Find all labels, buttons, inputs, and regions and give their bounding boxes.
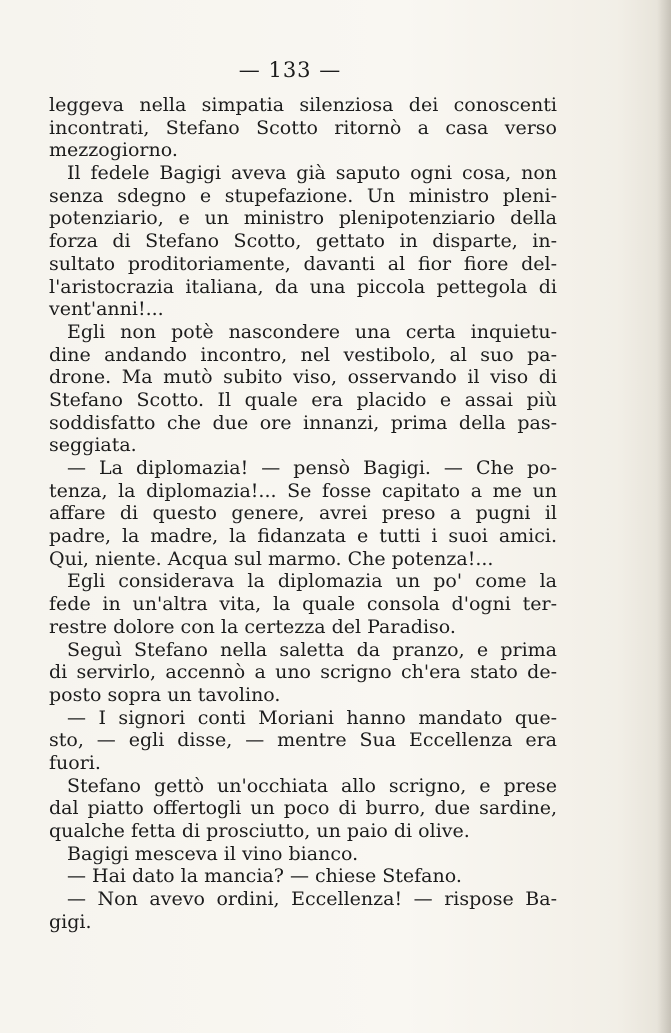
page-number: — 133 —	[238, 58, 342, 82]
text-line: l'aristocrazia italiana, da una piccola pettegola di	[49, 275, 557, 298]
text-line: Il fedele Bagigi aveva già saputo ogni cosa, non	[67, 162, 557, 185]
text-line: restre dolore con la certezza del Paradiso.	[49, 615, 456, 638]
text-line: — I signori conti Moriani hanno mandato que-	[67, 706, 557, 729]
text-line: fuori.	[49, 751, 101, 774]
body-text	[49, 94, 557, 933]
text-line: dine andando incontro, nel vestibolo, al suo pa-	[49, 343, 557, 366]
text-line: tenza, la diplomazia!... Se fosse capitato a me un	[49, 479, 557, 502]
text-line: Seguì Stefano nella saletta da pranzo, e prima	[67, 638, 557, 661]
text-line: incontrati, Stefano Scotto ritornò a casa verso	[49, 116, 557, 139]
text-line: potenziario, e un ministro plenipotenziario della	[49, 207, 557, 230]
text-line: fede in un'altra vita, la quale consola d'ogni ter-	[49, 593, 557, 616]
text-line: senza sdegno e stupefazione. Un ministro pleni-	[49, 184, 557, 207]
text-line: seggiata.	[49, 434, 137, 457]
text-line: sto, — egli disse, — mentre Sua Eccellenza era	[49, 729, 557, 752]
text-line: soddisfatto che due ore innanzi, prima della pas-	[49, 411, 557, 434]
text-line: Egli non potè nascondere una certa inquietu-	[67, 320, 557, 343]
text-line: di servirlo, accennò a uno scrigno ch'era stato de-	[49, 661, 557, 684]
text-line: — La diplomazia! — pensò Bagigi. — Che po-	[67, 457, 557, 479]
text-line: affare di questo genere, avrei preso a pugni il	[49, 502, 557, 525]
text-line: leggeva nella simpatia silenziosa dei conoscenti	[49, 94, 557, 116]
text-line: Egli considerava la diplomazia un po' come la	[67, 570, 557, 593]
text-line: forza di Stefano Scotto, gettato in disparte, in-	[49, 230, 557, 253]
text-line: Stefano Scotto. Il quale era placido e assai più	[49, 388, 557, 411]
text-line: — Hai dato la mancia? — chiese Stefano.	[67, 865, 462, 888]
text-line: drone. Ma mutò subito viso, osservando il viso di	[49, 366, 557, 389]
text-line: padre, la madre, la fidanzata e tutti i suoi amici.	[49, 525, 557, 548]
text-line: gigi.	[49, 910, 92, 933]
text-line: vent'anni!...	[49, 298, 164, 321]
text-line: — Non avevo ordini, Eccellenza! — rispose Ba-	[67, 888, 557, 911]
text-line: sultato proditoriamente, davanti al fior fiore del-	[49, 252, 557, 275]
text-line: qualche fetta di prosciutto, un paio di olive.	[49, 820, 470, 842]
text-line: dal piatto offertogli un poco di burro, due sardine,	[49, 797, 557, 820]
text-line: Bagigi mesceva il vino bianco.	[67, 842, 359, 865]
text-line: Stefano gettò un'occhiata allo scrigno, e prese	[67, 774, 557, 797]
text-line: posto sopra un tavolino.	[49, 683, 281, 706]
page-edge-shadow	[657, 0, 671, 1033]
text-line: mezzogiorno.	[49, 139, 178, 162]
text-line: Qui, niente. Acqua sul marmo. Che potenza!...	[49, 547, 494, 570]
